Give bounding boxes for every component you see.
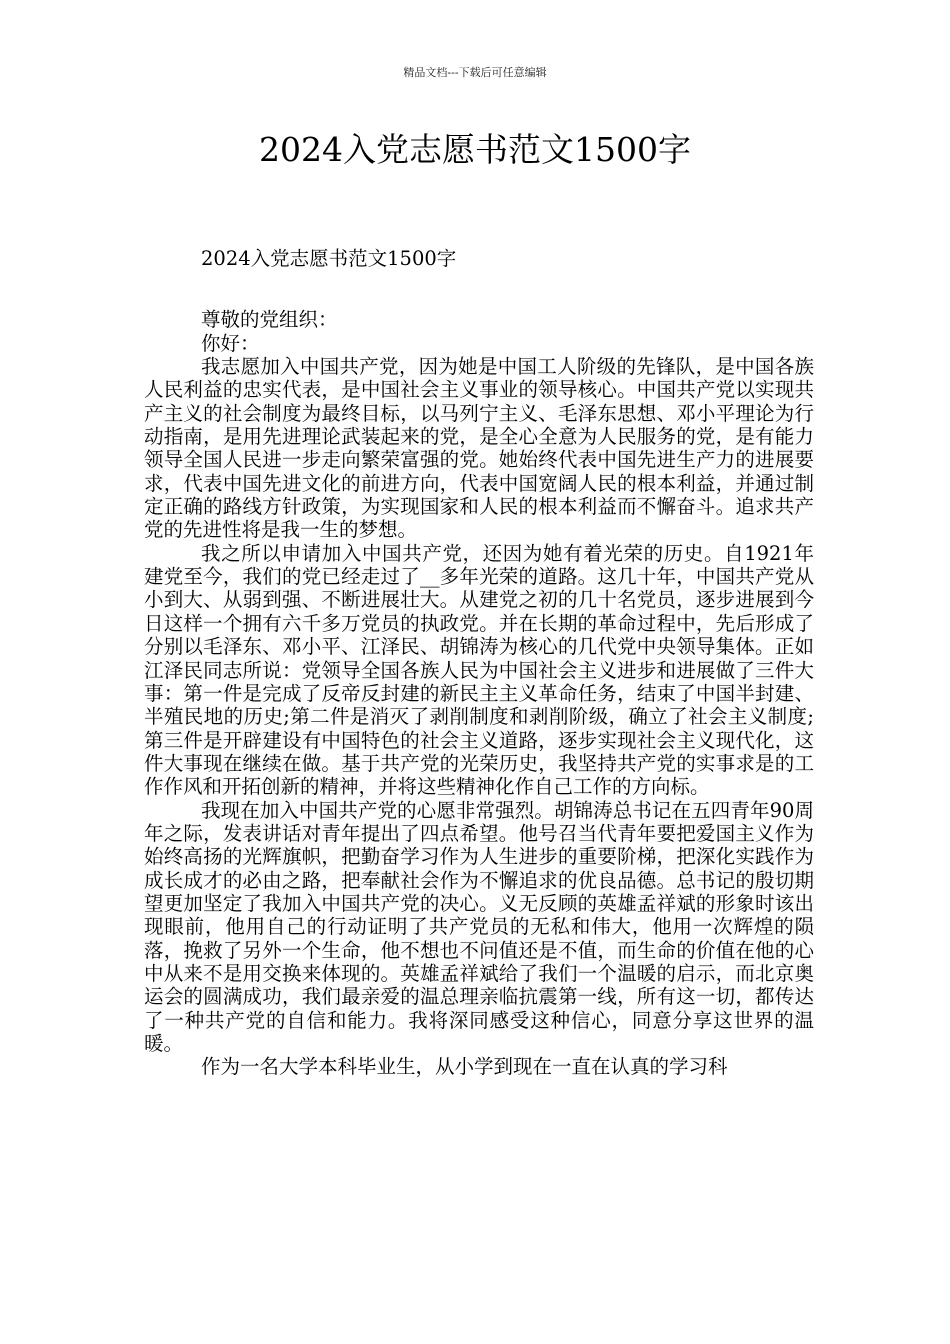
hello-line: 你好： [201,331,260,355]
paragraph-1: 我志愿加入中国共产党，因为她是中国工人阶级的先锋队，是中国各族人民利益的忠实代表，是中国社会主义事业的领导核心。中国共产党以实现共产主义的社会制度为最终目标，以马列宁主义、毛泽东思想、邓小平理论为行动指南，是用先进理论武装起来的党，是全心全意为人民服务的党，是有能力领导全国人民进一步走向繁荣富强的党。她始终代表中国先进生产力的进展要求，代表中国先进文化的前进方向，代表中国宽阔人民的根本利益，并通过制定正确的路线方针政策，为实现国家和人民的根本利益而不懈奋斗。追求共产党的先进性将是我一生的梦想。 [144,355,814,542]
page-header-note: 精品文档---下载后可任意编辑 [403,66,547,79]
paragraph-3: 我现在加入中国共产党的心愿非常强烈。胡锦涛总书记在五四青年90周年之际，发表讲话对青年提出了四点希望。他号召当代青年要把爱国主义作为始终高扬的光辉旗帜，把勤奋学习作为人生进步的重要阶梯，把深化实践作为成长成才的必由之路，把奉献社会作为不懈追求的优良品德。总书记的殷切期望更加坚定了我加入中国共产党的决心。义无反顾的英雄孟祥斌的形象时该出现眼前，他用自己的行动证明了共产党员的无私和伟大，他用一次辉煌的陨落，挽救了另外一个生命，他不想也不问值还是不值，而生命的价值在他的心中从来不是用交换来体现的。英雄孟祥斌给了我们一个温暖的启示，而北京奥运会的圆满成功，我们最亲爱的温总理亲临抗震第一线，所有这一切，都传达了一种共产党的自信和能力。我将深同感受这种信心，同意分享这世界的温暖。 [144,798,814,1055]
document-body [144,247,814,1079]
document-title: 2024入党志愿书范文1500字 [259,130,691,169]
paragraph-4: 作为一名大学本科毕业生，从小学到现在一直在认真的学习科 [201,1055,728,1079]
greeting-line: 尊敬的党组织： [201,308,338,332]
paragraph-2: 我之所以申请加入中国共产党，还因为她有着光荣的历史。自1921年建党至今，我们的党已经走过了__多年光荣的道路。这几十年，中国共产党从小到大、从弱到强、不断进展壮大。从建党之初的几十名党员，逐步进展到今日这样一个拥有六千多万党员的执政党。并在长期的革命过程中，先后形成了分别以毛泽东、邓小平、江泽民、胡锦涛为核心的几代党中央领导集体。正如江泽民同志所说：党领导全国各族人民为中国社会主义进步和进展做了三件大事：第一件是完成了反帝反封建的新民主主义革命任务，结束了中国半封建、半殖民地的历史;第二件是消灭了剥削制度和剥削阶级，确立了社会主义制度;第三件是开辟建设有中国特色的社会主义道路，逐步实现社会主义现代化，这件大事现在继续在做。基于共产党的光荣历史，我坚持共产党的实事求是的工作作风和开拓创新的精神，并将这些精神化作自己工作的方向标。 [144,541,814,799]
document-subtitle: 2024入党志愿书范文1500字 [201,247,457,270]
